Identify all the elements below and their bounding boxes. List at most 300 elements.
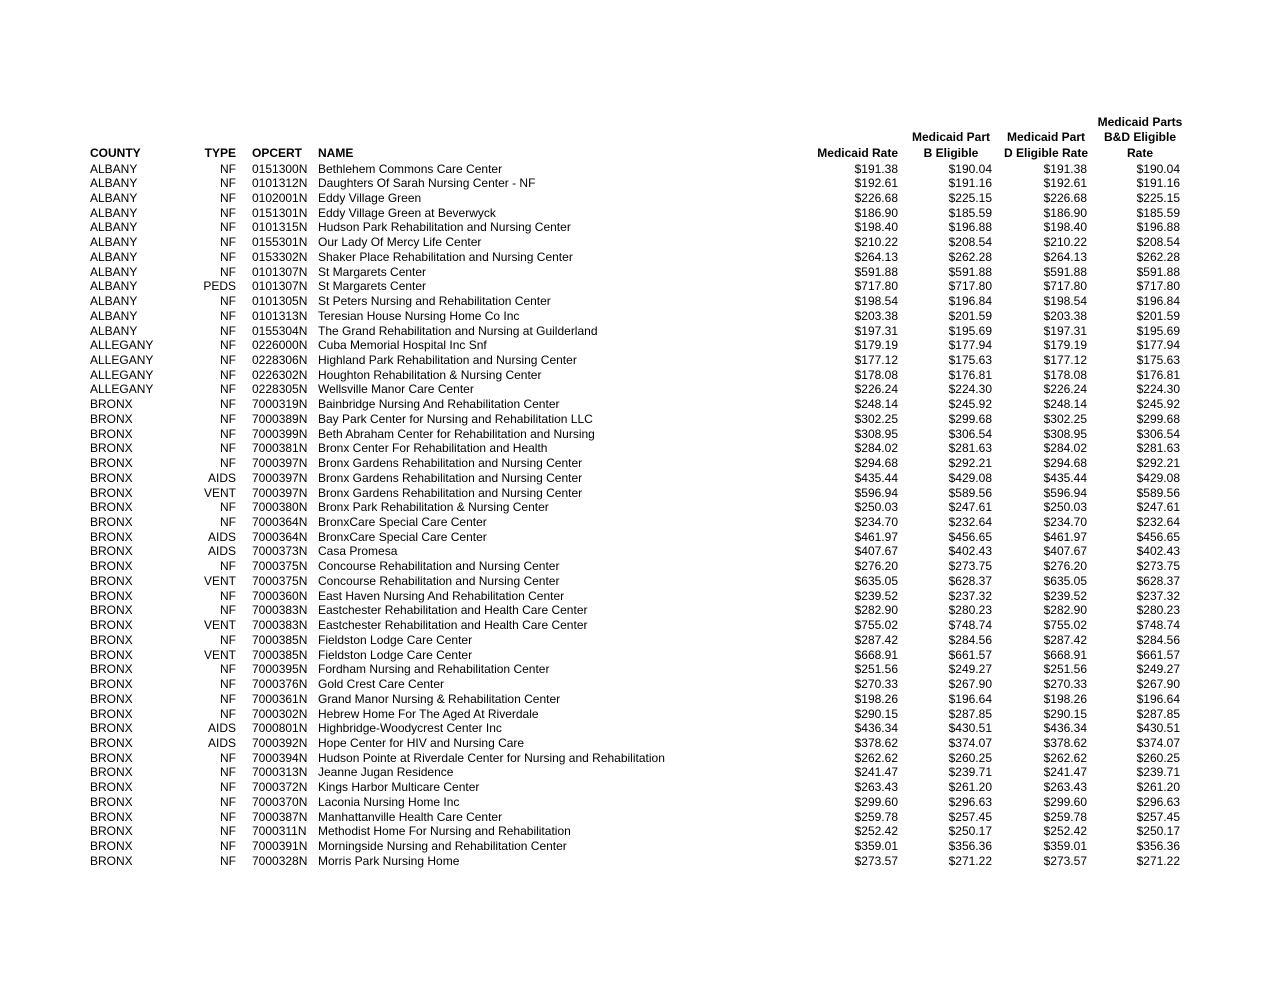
cell-type: VENT xyxy=(203,618,236,633)
cell-opcert: 0101313N xyxy=(252,308,308,323)
table-row xyxy=(0,515,1280,530)
table-row xyxy=(0,412,1280,427)
table-row xyxy=(0,559,1280,574)
cell-parts-bd-rate: $239.71 xyxy=(1136,765,1180,780)
cell-county: BRONX xyxy=(90,647,133,662)
cell-medicaid-rate: $234.70 xyxy=(854,515,898,530)
cell-medicaid-rate: $717.80 xyxy=(854,279,898,294)
cell-county: ALBANY xyxy=(90,205,138,220)
cell-name: Bronx Gardens Rehabilitation and Nursing Center xyxy=(318,485,583,500)
cell-type: NF xyxy=(220,632,236,647)
cell-part-d-rate: $179.19 xyxy=(1043,338,1087,353)
cell-part-b-rate: $191.16 xyxy=(948,176,992,191)
cell-opcert: 0101307N xyxy=(252,264,308,279)
cell-name: Daughters Of Sarah Nursing Center - NF xyxy=(318,176,536,191)
cell-medicaid-rate: $276.20 xyxy=(854,559,898,574)
cell-part-b-rate: $261.20 xyxy=(948,780,992,795)
cell-parts-bd-rate: $591.88 xyxy=(1136,264,1180,279)
cell-name: St Peters Nursing and Rehabilitation Center xyxy=(318,294,551,309)
cell-parts-bd-rate: $247.61 xyxy=(1136,500,1180,515)
header-type: TYPE xyxy=(204,146,236,160)
cell-medicaid-rate: $197.31 xyxy=(854,323,898,338)
cell-parts-bd-rate: $306.54 xyxy=(1136,426,1180,441)
cell-part-d-rate: $259.78 xyxy=(1043,809,1087,824)
cell-opcert: 0151300N xyxy=(252,161,308,176)
cell-part-d-rate: $248.14 xyxy=(1043,397,1087,412)
cell-name: Hebrew Home For The Aged At Riverdale xyxy=(318,706,539,721)
cell-parts-bd-rate: $267.90 xyxy=(1136,677,1180,692)
table-row xyxy=(0,294,1280,309)
cell-opcert: 0101315N xyxy=(252,220,308,235)
cell-county: BRONX xyxy=(90,573,133,588)
cell-type: NF xyxy=(220,809,236,824)
cell-parts-bd-rate: $196.64 xyxy=(1136,691,1180,706)
cell-part-b-rate: $661.57 xyxy=(948,647,992,662)
cell-opcert: 0228305N xyxy=(252,382,308,397)
table-row xyxy=(0,648,1280,663)
cell-type: NF xyxy=(220,382,236,397)
cell-part-b-rate: $175.63 xyxy=(948,352,992,367)
cell-name: East Haven Nursing And Rehabilitation Center xyxy=(318,588,565,603)
cell-opcert: 7000801N xyxy=(252,721,308,736)
cell-name: Gold Crest Care Center xyxy=(318,677,445,692)
cell-name: Eddy Village Green at Beverwyck xyxy=(318,205,496,220)
cell-part-d-rate: $234.70 xyxy=(1043,515,1087,530)
cell-name: The Grand Rehabilitation and Nursing at Guilderland xyxy=(318,323,598,338)
header-opcert: OPCERT xyxy=(252,146,303,160)
header-parts-bd-line2: B&D Eligible xyxy=(1103,130,1176,144)
cell-medicaid-rate: $596.94 xyxy=(854,485,898,500)
cell-county: BRONX xyxy=(90,500,133,515)
cell-opcert: 0155301N xyxy=(252,235,308,250)
cell-part-d-rate: $302.25 xyxy=(1043,411,1087,426)
table-row xyxy=(0,265,1280,280)
cell-part-d-rate: $596.94 xyxy=(1043,485,1087,500)
cell-name: Bainbridge Nursing And Rehabilitation Center xyxy=(318,397,560,412)
cell-type: NF xyxy=(220,456,236,471)
header-parts-bd-line3: Rate xyxy=(1126,146,1153,160)
header-name: NAME xyxy=(318,146,354,160)
cell-type: NF xyxy=(220,765,236,780)
cell-type: NF xyxy=(220,235,236,250)
table-row xyxy=(0,618,1280,633)
cell-part-d-rate: $717.80 xyxy=(1043,279,1087,294)
cell-name: BronxCare Special Care Center xyxy=(318,515,487,530)
cell-name: Concourse Rehabilitation and Nursing Center xyxy=(318,559,560,574)
cell-medicaid-rate: $226.24 xyxy=(854,382,898,397)
cell-type: AIDS xyxy=(207,529,236,544)
cell-name: Houghton Rehabilitation & Nursing Center xyxy=(318,367,542,382)
cell-type: NF xyxy=(220,794,236,809)
table-row xyxy=(0,574,1280,589)
cell-name: Highland Park Rehabilitation and Nursing Center xyxy=(318,352,577,367)
cell-part-d-rate: $197.31 xyxy=(1043,323,1087,338)
cell-part-b-rate: $196.64 xyxy=(948,691,992,706)
cell-parts-bd-rate: $232.64 xyxy=(1136,515,1180,530)
cell-opcert: 7000375N xyxy=(252,573,308,588)
table-row xyxy=(0,441,1280,456)
cell-part-b-rate: $287.85 xyxy=(948,706,992,721)
table-row xyxy=(0,530,1280,545)
cell-county: BRONX xyxy=(90,735,133,750)
cell-part-b-rate: $249.27 xyxy=(948,662,992,677)
cell-county: ALBANY xyxy=(90,294,138,309)
cell-part-b-rate: $232.64 xyxy=(948,515,992,530)
cell-opcert: 7000394N xyxy=(252,750,308,765)
cell-type: NF xyxy=(220,190,236,205)
cell-part-b-rate: $628.37 xyxy=(948,573,992,588)
table-row xyxy=(0,235,1280,250)
cell-part-b-rate: $374.07 xyxy=(948,735,992,750)
cell-type: NF xyxy=(220,853,236,868)
cell-parts-bd-rate: $262.28 xyxy=(1136,249,1180,264)
cell-type: NF xyxy=(220,441,236,456)
cell-name: Eastchester Rehabilitation and Health Care Center xyxy=(318,603,588,618)
cell-part-b-rate: $280.23 xyxy=(948,603,992,618)
cell-parts-bd-rate: $185.59 xyxy=(1136,205,1180,220)
cell-opcert: 7000391N xyxy=(252,839,308,854)
header-part-b-line2: B Eligible xyxy=(923,146,979,160)
cell-opcert: 0101305N xyxy=(252,294,308,309)
cell-medicaid-rate: $203.38 xyxy=(854,308,898,323)
cell-part-b-rate: $201.59 xyxy=(948,308,992,323)
table-row xyxy=(0,279,1280,294)
cell-type: NF xyxy=(220,323,236,338)
table-row xyxy=(0,839,1280,854)
cell-county: ALBANY xyxy=(90,161,138,176)
cell-medicaid-rate: $407.67 xyxy=(854,544,898,559)
cell-part-b-rate: $429.08 xyxy=(948,470,992,485)
table-row xyxy=(0,191,1280,206)
cell-part-d-rate: $378.62 xyxy=(1043,735,1087,750)
table-row xyxy=(0,692,1280,707)
cell-medicaid-rate: $241.47 xyxy=(854,765,898,780)
cell-name: Morningside Nursing and Rehabilitation Center xyxy=(318,839,567,854)
cell-county: ALBANY xyxy=(90,235,138,250)
cell-part-d-rate: $178.08 xyxy=(1043,367,1087,382)
cell-name: Bronx Gardens Rehabilitation and Nursing Center xyxy=(318,470,583,485)
cell-type: NF xyxy=(220,161,236,176)
cell-part-d-rate: $210.22 xyxy=(1043,235,1087,250)
table-row xyxy=(0,795,1280,810)
cell-opcert: 7000302N xyxy=(252,706,308,721)
cell-county: ALBANY xyxy=(90,323,138,338)
cell-name: Hudson Park Rehabilitation and Nursing Center xyxy=(318,220,571,235)
table-row xyxy=(0,338,1280,353)
cell-parts-bd-rate: $661.57 xyxy=(1136,647,1180,662)
cell-county: BRONX xyxy=(90,603,133,618)
cell-type: NF xyxy=(220,249,236,264)
cell-type: AIDS xyxy=(207,721,236,736)
cell-parts-bd-rate: $225.15 xyxy=(1136,190,1180,205)
cell-opcert: 7000373N xyxy=(252,544,308,559)
cell-type: NF xyxy=(220,706,236,721)
cell-type: NF xyxy=(220,750,236,765)
table-row xyxy=(0,397,1280,412)
cell-county: ALBANY xyxy=(90,249,138,264)
cell-county: ALBANY xyxy=(90,190,138,205)
header-parts-bd-line1: Medicaid Parts xyxy=(1097,115,1183,129)
cell-opcert: 7000364N xyxy=(252,515,308,530)
cell-name: Laconia Nursing Home Inc xyxy=(318,794,460,809)
cell-parts-bd-rate: $250.17 xyxy=(1136,824,1180,839)
cell-county: ALBANY xyxy=(90,308,138,323)
cell-parts-bd-rate: $430.51 xyxy=(1136,721,1180,736)
cell-opcert: 7000383N xyxy=(252,603,308,618)
cell-part-b-rate: $190.04 xyxy=(948,161,992,176)
cell-part-b-rate: $402.43 xyxy=(948,544,992,559)
cell-parts-bd-rate: $589.56 xyxy=(1136,485,1180,500)
table-row xyxy=(0,382,1280,397)
cell-medicaid-rate: $270.33 xyxy=(854,677,898,692)
cell-part-b-rate: $296.63 xyxy=(948,794,992,809)
cell-name: Morris Park Nursing Home xyxy=(318,853,460,868)
cell-part-d-rate: $591.88 xyxy=(1043,264,1087,279)
cell-part-d-rate: $251.56 xyxy=(1043,662,1087,677)
cell-part-b-rate: $208.54 xyxy=(948,235,992,250)
cell-county: BRONX xyxy=(90,397,133,412)
cell-opcert: 7000397N xyxy=(252,485,308,500)
cell-medicaid-rate: $273.57 xyxy=(854,853,898,868)
cell-name: Teresian House Nursing Home Co Inc xyxy=(318,308,520,323)
table-row xyxy=(0,810,1280,825)
cell-county: BRONX xyxy=(90,411,133,426)
cell-name: Casa Promesa xyxy=(318,544,398,559)
cell-parts-bd-rate: $273.75 xyxy=(1136,559,1180,574)
table-row xyxy=(0,736,1280,751)
table-row xyxy=(0,309,1280,324)
cell-opcert: 7000319N xyxy=(252,397,308,412)
cell-part-d-rate: $436.34 xyxy=(1043,721,1087,736)
cell-name: Bronx Park Rehabilitation & Nursing Center xyxy=(318,500,549,515)
cell-parts-bd-rate: $271.22 xyxy=(1136,853,1180,868)
cell-opcert: 7000372N xyxy=(252,780,308,795)
cell-type: NF xyxy=(220,426,236,441)
table-row xyxy=(0,427,1280,442)
cell-opcert: 7000383N xyxy=(252,618,308,633)
cell-type: VENT xyxy=(203,485,236,500)
cell-name: Bronx Gardens Rehabilitation and Nursing Center xyxy=(318,456,583,471)
cell-medicaid-rate: $192.61 xyxy=(854,176,898,191)
cell-medicaid-rate: $248.14 xyxy=(854,397,898,412)
cell-parts-bd-rate: $190.04 xyxy=(1136,161,1180,176)
cell-opcert: 7000360N xyxy=(252,588,308,603)
cell-county: ALLEGANY xyxy=(90,382,154,397)
cell-name: Kings Harbor Multicare Center xyxy=(318,780,480,795)
table-row xyxy=(0,677,1280,692)
table-row xyxy=(0,324,1280,339)
cell-parts-bd-rate: $299.68 xyxy=(1136,411,1180,426)
cell-county: BRONX xyxy=(90,544,133,559)
cell-medicaid-rate: $378.62 xyxy=(854,735,898,750)
cell-type: NF xyxy=(220,176,236,191)
cell-name: Beth Abraham Center for Rehabilitation and Nursing xyxy=(318,426,595,441)
cell-name: BronxCare Special Care Center xyxy=(318,529,487,544)
table-row xyxy=(0,250,1280,265)
cell-type: NF xyxy=(220,352,236,367)
cell-type: NF xyxy=(220,308,236,323)
cell-part-b-rate: $250.17 xyxy=(948,824,992,839)
cell-type: AIDS xyxy=(207,544,236,559)
cell-part-d-rate: $276.20 xyxy=(1043,559,1087,574)
cell-type: VENT xyxy=(203,573,236,588)
cell-parts-bd-rate: $201.59 xyxy=(1136,308,1180,323)
cell-parts-bd-rate: $374.07 xyxy=(1136,735,1180,750)
table-row xyxy=(0,176,1280,191)
cell-type: NF xyxy=(220,220,236,235)
table-row xyxy=(0,824,1280,839)
cell-opcert: 0101307N xyxy=(252,279,308,294)
cell-name: Shaker Place Rehabilitation and Nursing Center xyxy=(318,249,573,264)
cell-parts-bd-rate: $237.32 xyxy=(1136,588,1180,603)
cell-medicaid-rate: $259.78 xyxy=(854,809,898,824)
cell-medicaid-rate: $226.68 xyxy=(854,190,898,205)
cell-part-d-rate: $668.91 xyxy=(1043,647,1087,662)
cell-medicaid-rate: $461.97 xyxy=(854,529,898,544)
cell-part-b-rate: $591.88 xyxy=(948,264,992,279)
cell-medicaid-rate: $262.62 xyxy=(854,750,898,765)
cell-medicaid-rate: $179.19 xyxy=(854,338,898,353)
cell-name: St Margarets Center xyxy=(318,264,427,279)
cell-name: Concourse Rehabilitation and Nursing Center xyxy=(318,573,560,588)
cell-opcert: 0228306N xyxy=(252,352,308,367)
cell-name: Eastchester Rehabilitation and Health Care Center xyxy=(318,618,588,633)
cell-county: BRONX xyxy=(90,515,133,530)
cell-county: BRONX xyxy=(90,839,133,854)
cell-parts-bd-rate: $176.81 xyxy=(1136,367,1180,382)
cell-county: BRONX xyxy=(90,677,133,692)
cell-medicaid-rate: $359.01 xyxy=(854,839,898,854)
cell-name: Bethlehem Commons Care Center xyxy=(318,161,503,176)
cell-name: Hudson Pointe at Riverdale Center for Nursing and Rehabilitation xyxy=(318,750,665,765)
cell-opcert: 7000399N xyxy=(252,426,308,441)
table-row xyxy=(0,780,1280,795)
cell-parts-bd-rate: $208.54 xyxy=(1136,235,1180,250)
cell-opcert: 0226302N xyxy=(252,367,308,382)
cell-part-b-rate: $717.80 xyxy=(948,279,992,294)
cell-parts-bd-rate: $717.80 xyxy=(1136,279,1180,294)
cell-part-b-rate: $284.56 xyxy=(948,632,992,647)
cell-medicaid-rate: $186.90 xyxy=(854,205,898,220)
cell-parts-bd-rate: $281.63 xyxy=(1136,441,1180,456)
cell-part-b-rate: $306.54 xyxy=(948,426,992,441)
cell-part-d-rate: $287.42 xyxy=(1043,632,1087,647)
cell-county: ALBANY xyxy=(90,176,138,191)
cell-parts-bd-rate: $429.08 xyxy=(1136,470,1180,485)
cell-part-d-rate: $308.95 xyxy=(1043,426,1087,441)
cell-county: BRONX xyxy=(90,824,133,839)
cell-medicaid-rate: $435.44 xyxy=(854,470,898,485)
cell-medicaid-rate: $177.12 xyxy=(854,352,898,367)
cell-name: Bay Park Center for Nursing and Rehabilitation LLC xyxy=(318,411,593,426)
cell-part-d-rate: $226.68 xyxy=(1043,190,1087,205)
cell-type: NF xyxy=(220,367,236,382)
cell-medicaid-rate: $198.54 xyxy=(854,294,898,309)
cell-parts-bd-rate: $748.74 xyxy=(1136,618,1180,633)
cell-opcert: 7000381N xyxy=(252,441,308,456)
cell-part-d-rate: $299.60 xyxy=(1043,794,1087,809)
cell-name: Fordham Nursing and Rehabilitation Center xyxy=(318,662,550,677)
cell-type: NF xyxy=(220,397,236,412)
cell-medicaid-rate: $210.22 xyxy=(854,235,898,250)
cell-part-b-rate: $430.51 xyxy=(948,721,992,736)
cell-part-b-rate: $177.94 xyxy=(948,338,992,353)
cell-part-d-rate: $635.05 xyxy=(1043,573,1087,588)
cell-medicaid-rate: $284.02 xyxy=(854,441,898,456)
cell-part-d-rate: $273.57 xyxy=(1043,853,1087,868)
cell-part-d-rate: $239.52 xyxy=(1043,588,1087,603)
cell-parts-bd-rate: $175.63 xyxy=(1136,352,1180,367)
cell-medicaid-rate: $282.90 xyxy=(854,603,898,618)
cell-county: BRONX xyxy=(90,721,133,736)
cell-medicaid-rate: $250.03 xyxy=(854,500,898,515)
cell-part-d-rate: $198.40 xyxy=(1043,220,1087,235)
cell-type: NF xyxy=(220,603,236,618)
cell-part-b-rate: $748.74 xyxy=(948,618,992,633)
cell-parts-bd-rate: $284.56 xyxy=(1136,632,1180,647)
cell-name: Bronx Center For Rehabilitation and Health xyxy=(318,441,548,456)
cell-name: Cuba Memorial Hospital Inc Snf xyxy=(318,338,487,353)
cell-type: NF xyxy=(220,824,236,839)
cell-parts-bd-rate: $296.63 xyxy=(1136,794,1180,809)
cell-county: BRONX xyxy=(90,706,133,721)
table-row xyxy=(0,721,1280,736)
cell-type: NF xyxy=(220,677,236,692)
cell-part-b-rate: $195.69 xyxy=(948,323,992,338)
cell-part-d-rate: $263.43 xyxy=(1043,780,1087,795)
cell-part-d-rate: $241.47 xyxy=(1043,765,1087,780)
cell-opcert: 7000313N xyxy=(252,765,308,780)
table-row xyxy=(0,662,1280,677)
cell-parts-bd-rate: $402.43 xyxy=(1136,544,1180,559)
cell-name: Fieldston Lodge Care Center xyxy=(318,632,473,647)
cell-county: BRONX xyxy=(90,485,133,500)
cell-part-b-rate: $273.75 xyxy=(948,559,992,574)
cell-part-d-rate: $407.67 xyxy=(1043,544,1087,559)
cell-part-b-rate: $356.36 xyxy=(948,839,992,854)
cell-part-d-rate: $186.90 xyxy=(1043,205,1087,220)
cell-name: Methodist Home For Nursing and Rehabilitation xyxy=(318,824,571,839)
cell-parts-bd-rate: $287.85 xyxy=(1136,706,1180,721)
cell-parts-bd-rate: $191.16 xyxy=(1136,176,1180,191)
cell-part-b-rate: $225.15 xyxy=(948,190,992,205)
cell-opcert: 7000395N xyxy=(252,662,308,677)
cell-name: Grand Manor Nursing & Rehabilitation Center xyxy=(318,691,561,706)
cell-type: NF xyxy=(220,515,236,530)
cell-part-b-rate: $224.30 xyxy=(948,382,992,397)
cell-medicaid-rate: $198.26 xyxy=(854,691,898,706)
cell-name: Fieldston Lodge Care Center xyxy=(318,647,473,662)
table-row xyxy=(0,162,1280,177)
cell-opcert: 7000387N xyxy=(252,809,308,824)
table-row xyxy=(0,589,1280,604)
table-row xyxy=(0,854,1280,869)
cell-medicaid-rate: $178.08 xyxy=(854,367,898,382)
cell-type: PEDS xyxy=(203,279,236,294)
cell-name: Eddy Village Green xyxy=(318,190,422,205)
cell-county: BRONX xyxy=(90,853,133,868)
cell-part-b-rate: $299.68 xyxy=(948,411,992,426)
cell-opcert: 7000370N xyxy=(252,794,308,809)
cell-part-d-rate: $290.15 xyxy=(1043,706,1087,721)
cell-medicaid-rate: $239.52 xyxy=(854,588,898,603)
cell-parts-bd-rate: $260.25 xyxy=(1136,750,1180,765)
cell-medicaid-rate: $591.88 xyxy=(854,264,898,279)
cell-parts-bd-rate: $177.94 xyxy=(1136,338,1180,353)
cell-medicaid-rate: $635.05 xyxy=(854,573,898,588)
cell-part-d-rate: $282.90 xyxy=(1043,603,1087,618)
cell-county: BRONX xyxy=(90,662,133,677)
